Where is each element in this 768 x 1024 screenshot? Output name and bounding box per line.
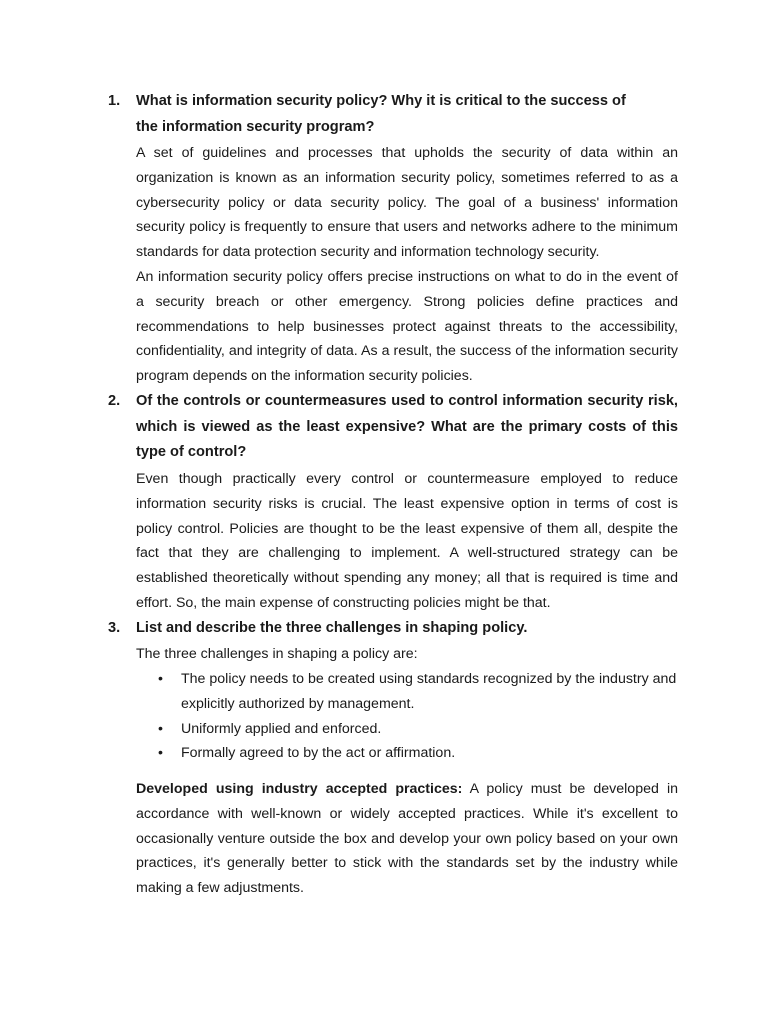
question-2-number: 2. xyxy=(108,393,121,409)
answer-3-intro: The three challenges in shaping a policy are: xyxy=(136,646,418,662)
developed-paragraph xyxy=(136,777,678,901)
question-1-heading xyxy=(108,89,678,140)
answer-2-paragraph: Even though practically every control or countermeasure employed to reduce information security risks is crucial. The least expensive option in terms of cost is policy control. Policies are thought to be the least expensive of them all, despite the fact that they are challenging to implement. A well-structured strategy can be established theoretically without spending any money; all that is required is time and effort. So, the main expense of constructing policies might be that. xyxy=(136,471,678,611)
bullet-icon: • xyxy=(158,720,163,737)
list-item xyxy=(136,667,678,717)
question-3-title: List and describe the three challenges in shaping policy. xyxy=(136,620,528,636)
developed-lead: Developed using industry accepted practices: xyxy=(136,781,463,797)
answer-1-paragraph-2: An information security policy offers precise instructions on what to do in the event of a security breach or other emergency. Strong policies define practices and recommendations to help businesses protect against threats to the accessibility, confidentiality, and integrity of data. As a result, the success of the information security program depends on the information security policies. xyxy=(136,269,678,385)
question-3-heading xyxy=(108,616,678,642)
list-item-text: Uniformly applied and enforced. xyxy=(181,720,382,737)
developed-text: A policy must be developed in accordance with well-known or widely accepted practices. While it's excellent to occasionally venture outside the box and develop your own policy based on your own practices, it's generally better to stick with the standards set by the industry while making a few adjustments. xyxy=(136,781,678,897)
bullet-icon: • xyxy=(158,745,163,762)
bullet-icon: • xyxy=(158,671,163,687)
list-item-text: Formally agreed to by the act or affirmation. xyxy=(181,745,456,762)
question-1-title: What is information security policy? Why it is critical to the success of the information security program? xyxy=(136,93,626,135)
question-2-heading xyxy=(108,389,678,466)
question-2-title: Of the controls or countermeasures used to control information security risk, which is viewed as the least expensive? What are the primary costs of this type of control? xyxy=(136,393,678,460)
list-item-text: The policy needs to be created using standards recognized by the industry and explicitly authorized by management. xyxy=(181,671,677,712)
answer-1-paragraph-1: A set of guidelines and processes that upholds the security of data within an organization is known as an information security policy, sometimes referred to as a cybersecurity policy or data security policy. The goal of a business' information security policy is frequently to ensure that users and networks adhere to the minimum standards for data protection security and information technology security. xyxy=(136,145,678,261)
question-1-number: 1. xyxy=(108,93,121,109)
list-item xyxy=(136,741,678,766)
challenges-list xyxy=(136,667,678,766)
question-3-number: 3. xyxy=(108,620,121,636)
list-item xyxy=(136,717,678,742)
